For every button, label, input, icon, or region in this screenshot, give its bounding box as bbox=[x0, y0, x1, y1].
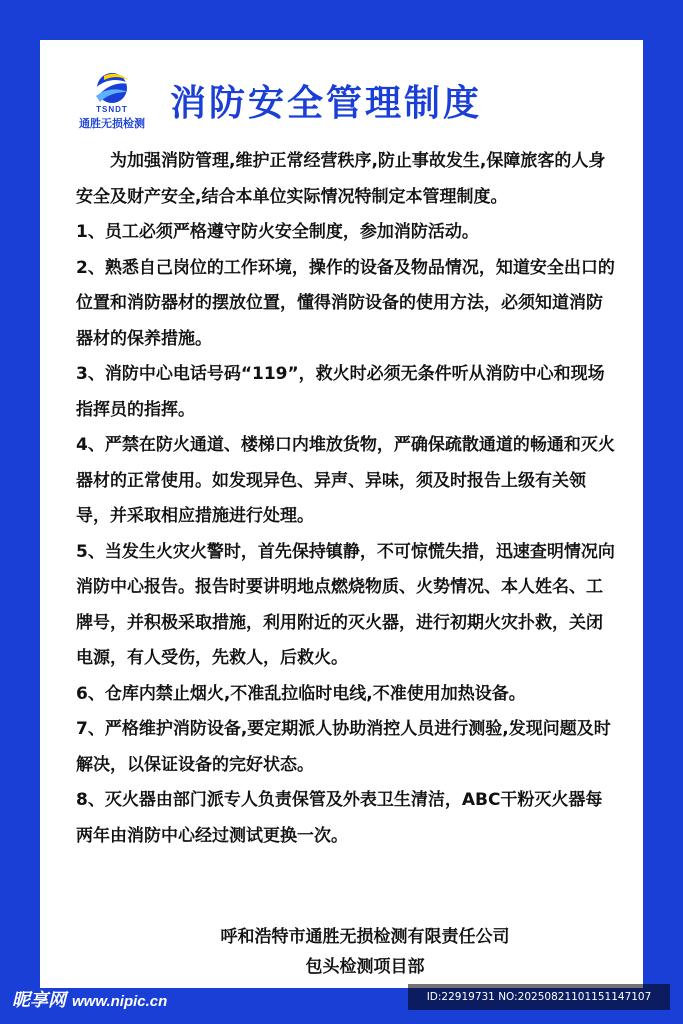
rule-item: 1、员工必须严格遵守防火安全制度，参加消防活动。 bbox=[76, 222, 479, 242]
image-id-bar: ID:22919731 NO:20250821101151147107 bbox=[408, 984, 670, 1010]
rule-item: 5、当发生火灾火警时，首先保持镇静，不可惊慌失措，迅速查明情况向消防中心报告。报告时要讲明地点燃烧物质、火势情况、本人姓名、工牌号，并积极采取措施，利用附近的灭火器，进行初期火灾扑救，关闭电源，有人受伤，先救人，后救火。 bbox=[76, 541, 615, 668]
signature-company: 呼和浩特市通胜无损检测有限责任公司 bbox=[220, 927, 510, 947]
page-title: 消防安全管理制度 bbox=[170, 83, 483, 124]
rule-item: 4、严禁在防火通道、楼梯口内堆放货物，严确保疏散通道的畅通和灭火器材的正常使用。如发现异色、异声、异味，须及时报告上级有关领导，并采取相应措施进行处理。 bbox=[76, 435, 615, 526]
rule-item: 2、熟悉自己岗位的工作环境，操作的设备及物品情况，知道安全出口的位置和消防器材的摆放位置，懂得消防设备的使用方法，必须知道消防器材的保养措施。 bbox=[76, 257, 615, 349]
intro-paragraph: 为加强消防管理,维护正常经营秩序,防止事故发生,保障旅客的人身安全及财产安全,结合本单位实际情况特制定本管理制度。 bbox=[76, 151, 606, 207]
regulation-body bbox=[76, 144, 616, 854]
rule-item: 3、消防中心电话号码“119”，救火时必须无条件听从消防中心和现场指挥员的指挥。 bbox=[76, 364, 605, 420]
company-logo bbox=[70, 70, 154, 130]
notice-board bbox=[40, 40, 643, 988]
logo-abbreviation: TSNDT bbox=[96, 105, 128, 114]
rule-item: 7、严格维护消防设备,要定期派人协助消控人员进行测验,发现问题及时解决，以保证设备的完好状态。 bbox=[76, 719, 611, 775]
logo-company-name: 通胜无损检测 bbox=[79, 117, 145, 130]
rule-item: 8、灭火器由部门派专人负责保管及外表卫生清洁，ABC干粉灭火器每两年由消防中心经过测试更换一次。 bbox=[76, 790, 603, 846]
rule-item: 6、仓库内禁止烟火,不准乱拉临时电线,不准使用加热设备。 bbox=[76, 683, 526, 704]
site-watermark bbox=[12, 986, 167, 1012]
watermark-brand: 昵享网 bbox=[12, 990, 66, 1010]
globe-swoosh-icon bbox=[90, 70, 134, 106]
signature-block bbox=[100, 922, 630, 982]
signature-department: 包头检测项目部 bbox=[305, 957, 425, 977]
watermark-url: www.nipic.cn bbox=[72, 993, 168, 1010]
